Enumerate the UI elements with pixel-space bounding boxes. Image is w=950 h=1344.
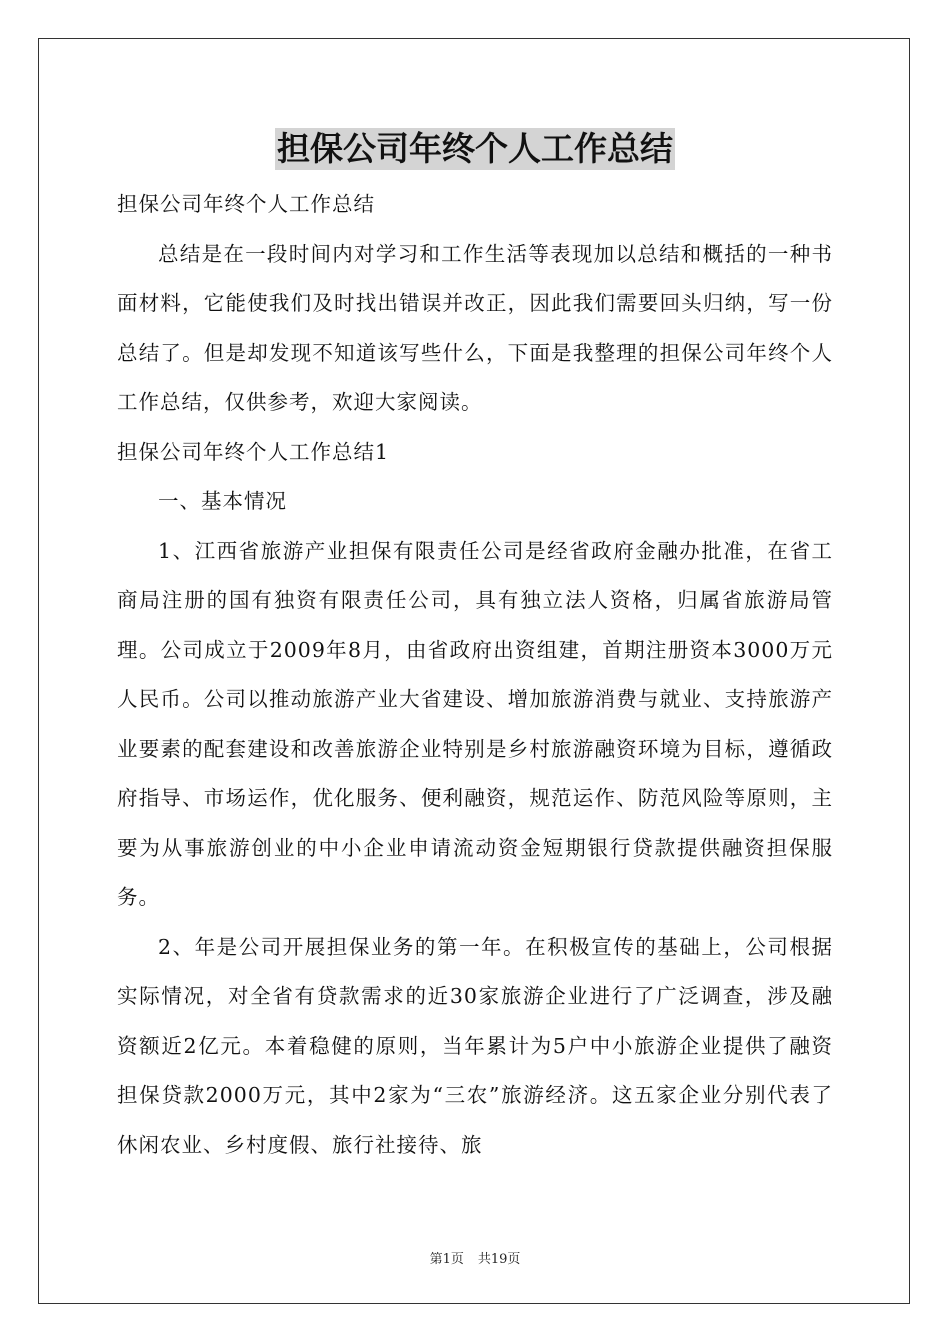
document-title: 担保公司年终个人工作总结 — [277, 129, 673, 168]
title-container — [0, 128, 950, 170]
intro-paragraph: 总结是在一段时间内对学习和工作生活等表现加以总结和概括的一种书面材料，它能使我们及时找出错误并改正，因此我们需要回头归纳，写一份总结了。但是却发现不知道该写些什么，下面是我整理的担保公司年终个人工作总结，仅供参考，欢迎大家阅读。 — [117, 241, 833, 414]
page-number: 第1页 — [429, 1252, 464, 1267]
subtitle-paragraph: 担保公司年终个人工作总结 — [117, 192, 375, 216]
page-total: 共19页 — [477, 1252, 521, 1267]
basic-info-heading: 一、基本情况 — [158, 489, 287, 513]
section-heading-1: 担保公司年终个人工作总结1 — [117, 439, 390, 464]
document-body — [117, 180, 833, 1170]
company-overview-paragraph: 1、江西省旅游产业担保有限责任公司是经省政府金融办批准，在省工商局注册的国有独资有限责任公司，具有独立法人资格，归属省旅游局管理。公司成立于2009年8月，由省政府出资组建，首期注册资本3000万元人民币。公司以推动旅游产业大省建设、增加旅游消费与就业、支持旅游产业要素的配套建设和改善旅游企业特别是乡村旅游融资环境为目标，遵循政府指导、市场运作，优化服务、便利融资，规范运作、防范风险等原则，主要为从事旅游创业的中小企业申请流动资金短期银行贷款提供融资担保服务。 — [117, 538, 833, 909]
business-paragraph: 2、年是公司开展担保业务的第一年。在积极宣传的基础上，公司根据实际情况，对全省有贷款需求的近30家旅游企业进行了广泛调查，涉及融资额近2亿元。本着稳健的原则，当年累计为5户中小旅游企业提供了融资担保贷款2000万元，其中2家为“三农”旅游经济。这五家企业分别代表了休闲农业、乡村度假、旅行社接待、旅 — [117, 934, 833, 1157]
page-footer — [0, 1248, 950, 1267]
